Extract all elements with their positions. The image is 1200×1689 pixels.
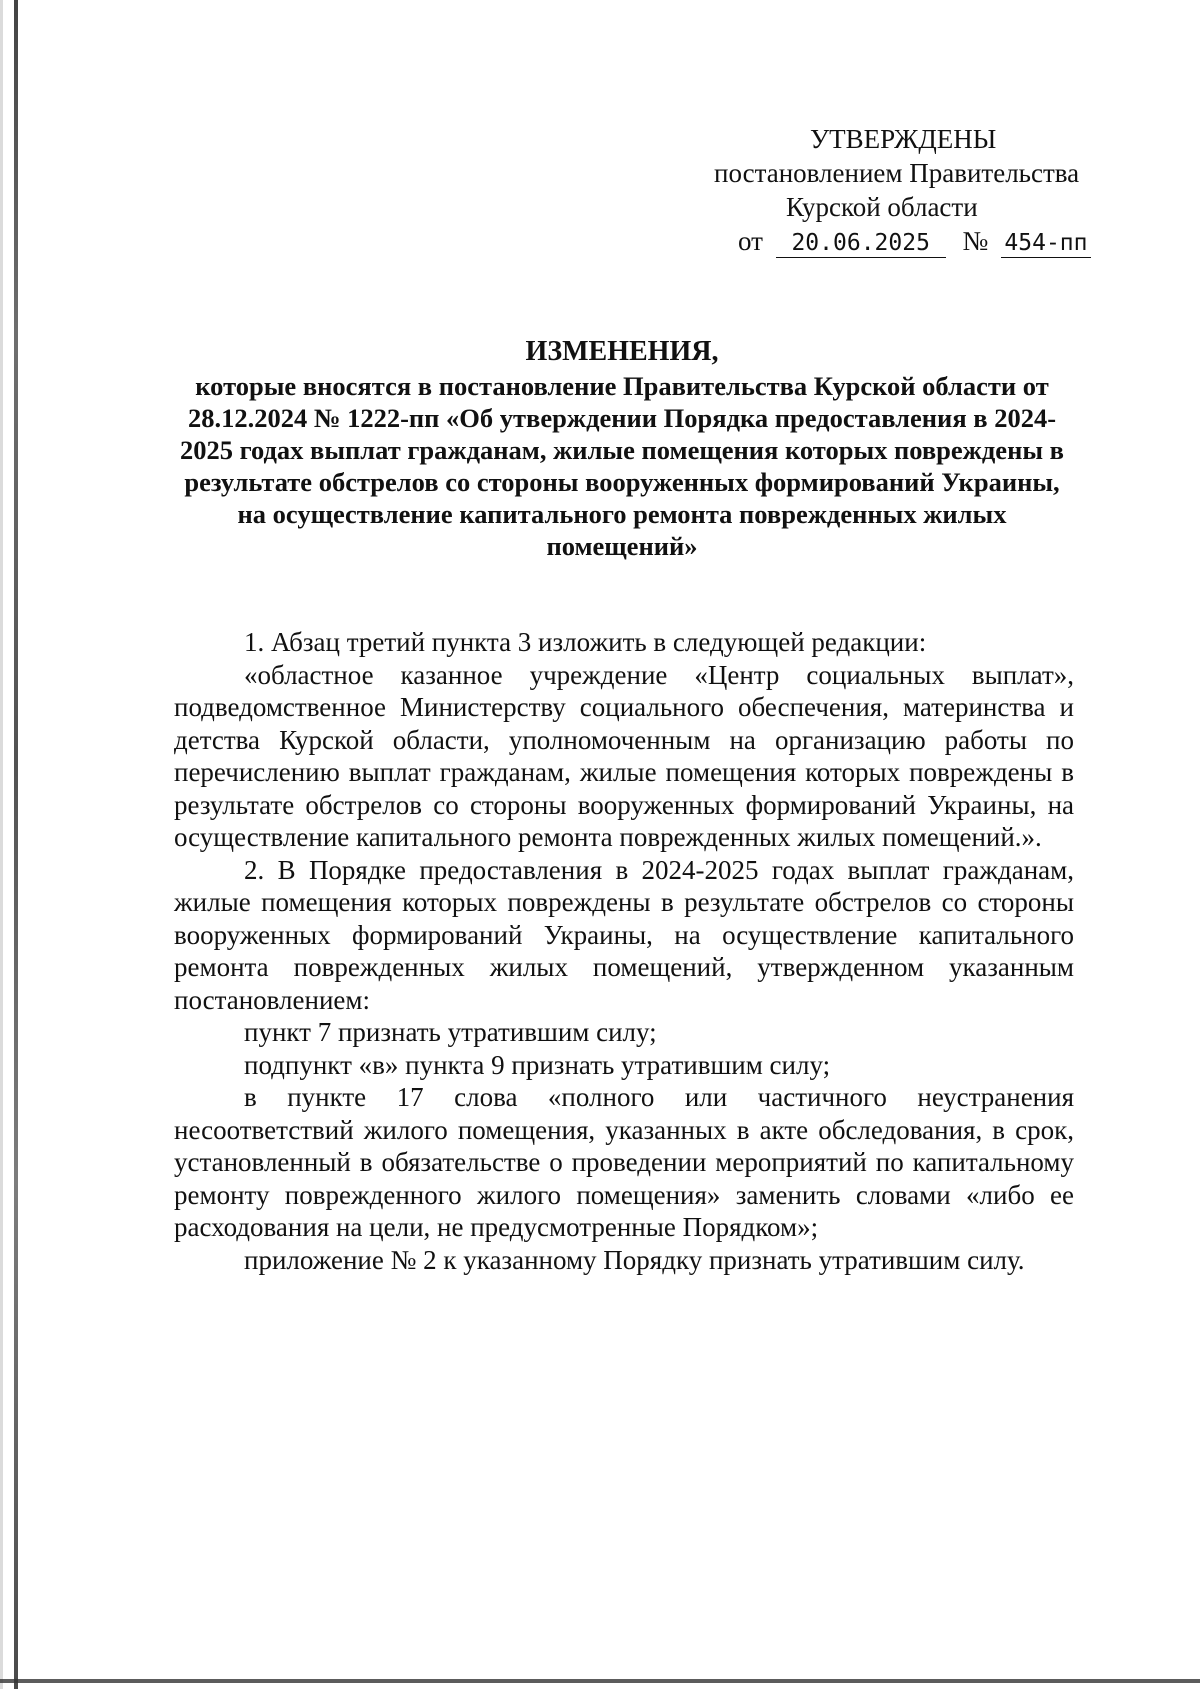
heading-title: ИЗМЕНЕНИЯ, [525,336,719,367]
approval-date-line [680,224,1100,258]
scan-edge-shadow [0,0,3,1689]
number-prefix: № [962,226,989,256]
paragraph-1: 1. Абзац третий пункта 3 изложить в следующей редакции: [244,627,927,657]
document-heading [170,336,1074,562]
date-prefix: от [738,226,763,256]
approval-title: УТВЕРЖДЕНЫ [810,124,997,154]
heading-subtitle: которые вносятся в постановление Правительства Курской области от 28.12.2024 № 1222-пп «Об утверждении Порядка предоставления в 2024-2025 годах выплат гражданам, жилые помещения которых повреждены в результате обстрелов со стороны вооруженных формирований Украины, на осуществление капитального ремонта поврежденных жилых помещений» [180,371,1064,561]
paragraph-7: приложение № 2 к указанному Порядку признать утратившим силу. [244,1244,1025,1275]
approval-region: Курской области [786,192,978,222]
paragraph-6: в пункте 17 слова «полного или частичного неустранения несоответствий жилого помещения, указанных в акте обследования, в срок, установленный в обязательстве о проведении мероприятий по капитальному ремонту поврежденного жилого помещения» заменить словами «либо ее расходования на цели, не предусмотренные Порядком»; [174,1082,1074,1242]
scan-edge-bottom [0,1679,1200,1683]
paragraph-2: «областное казанное учреждение «Центр социальных выплат», подведомственное Министерству социального обеспечения, материнства и детства Курской области, уполномоченным на организацию работы по перечислению выплат гражданам, жилые помещения которых повреждены в результате обстрелов со стороны вооруженных формирований Украины, на осуществление капитального ремонта поврежденных жилых помещений.». [174,659,1074,852]
document-body [174,626,1074,1276]
paragraph-5: подпункт «в» пункта 9 признать утратившим силу; [244,1049,831,1080]
paragraph-4: пункт 7 признать утратившим силу; [244,1017,657,1047]
approval-issuer: постановлением Правительства [714,158,1080,188]
approval-block [680,122,1100,258]
paragraph-3: 2. В Порядке предоставления в 2024-2025 годах выплат гражданам, жилые помещения которых повреждены в результате обстрелов со стороны вооруженных формирований Украины, на осуществление капитального ремонта поврежденных жилых помещений, утвержденном указанным постановлением: [174,854,1074,1015]
approval-date: 20.06.2025 [776,229,946,258]
approval-number: 454-пп [1001,229,1091,258]
scan-edge-left [14,0,18,1689]
